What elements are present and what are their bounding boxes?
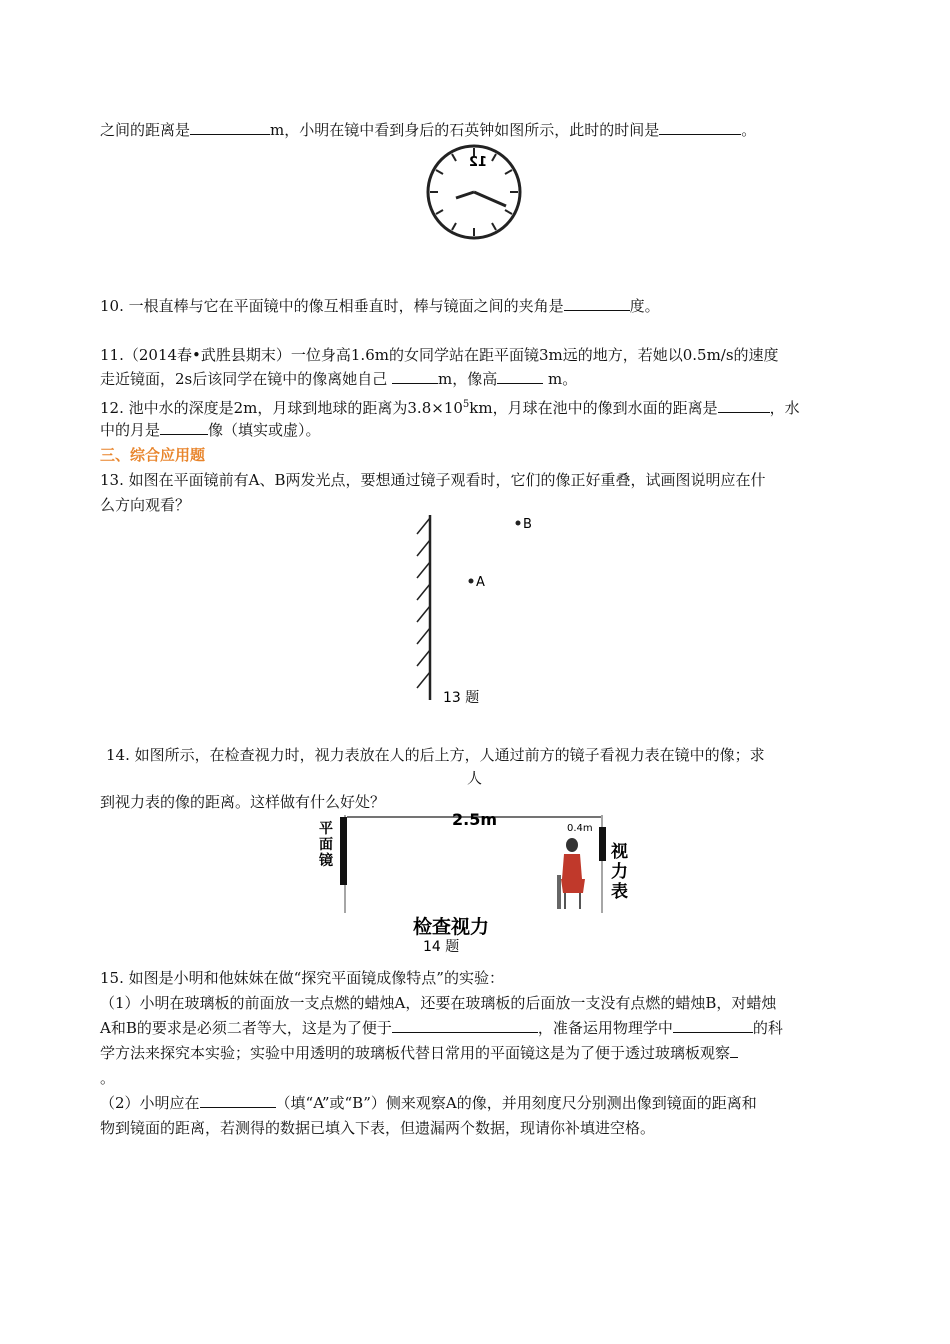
mirror-hatching <box>417 518 430 688</box>
q15-blank3[interactable] <box>730 1043 738 1058</box>
point-b-label: B <box>523 517 532 532</box>
eye-chart-bar <box>599 827 606 861</box>
q12-line2 <box>100 420 321 440</box>
q12-blank1[interactable] <box>718 398 770 413</box>
q12-line1 <box>100 395 800 418</box>
q15-line5: 。 <box>100 1069 116 1087</box>
q11-line2 <box>100 369 577 389</box>
q15-text3: 的科 <box>752 1019 783 1037</box>
q12-text1: 12. 池中水的深度是2m，月球到地球的距离为3.8×10 <box>100 399 463 417</box>
q15-line1: 15. 如图是小明和他妹妹在做“探究平面镜成像特点”的实验： <box>100 969 504 987</box>
q12-text4: 中的月是 <box>100 421 161 439</box>
q12-text2: km，月球在池中的像到水面的距离是 <box>469 399 718 417</box>
q11-line1: 11.（2014春•武胜县期末）一位身高1.6m的女同学站在距平面镜3m远的地方，若她以0.5m/s的速度 <box>100 346 779 364</box>
clock-label: 12 <box>468 155 488 170</box>
chart-label-2: 力 <box>611 862 628 882</box>
q15-line2: （1）小明在玻璃板的前面放一支点燃的蜡烛A，还要在玻璃板的后面放一支没有点燃的蜡烛B，对蜡烛 <box>100 994 777 1012</box>
q10-text1: 10. 一根直棒与它在平面镜中的像互相垂直时，棒与镜面之间的夹角是 <box>100 297 564 315</box>
q15-blank1[interactable] <box>392 1018 538 1033</box>
q15-line3 <box>100 1018 783 1038</box>
q9-line <box>100 120 756 140</box>
q15-blank2[interactable] <box>673 1018 753 1033</box>
q9-text1: 之间的距离是 <box>100 121 191 139</box>
distance-label: 2.5m <box>452 810 498 829</box>
q14-line1: 14. 如图所示，在检查视力时，视力表放在人的后上方，人通过前方的镜子看视力表在镜中的像；求 <box>106 746 765 764</box>
q9-text3: 。 <box>741 121 757 139</box>
point-a-dot <box>469 579 474 584</box>
q9-blank1[interactable] <box>190 120 270 135</box>
q12-text3: ，水 <box>769 399 800 417</box>
mirrored-clock-figure <box>420 140 528 244</box>
seated-person <box>557 838 585 909</box>
point-b-dot <box>516 521 521 526</box>
q9-text2: m，小明在镜中看到身后的石英钟如图所示，此时的时间是 <box>270 121 660 139</box>
q13-caption: 13 题 <box>443 690 480 706</box>
q15-text1: A和B的要求是必须二者等大，这是为了便于 <box>100 1019 392 1037</box>
mirror-label-3: 镜 <box>319 853 333 869</box>
q11-text3: m。 <box>543 370 578 388</box>
q15-line7: 物到镜面的距离，若测得的数据已填入下表，但遗漏两个数据，现请你补填进空格。 <box>100 1119 656 1137</box>
q15-text6: （填“A”或“B”）侧来观察A的像，并用刻度尺分别测出像到镜面的距离和 <box>275 1094 757 1112</box>
figure-title: 检查视力 <box>413 916 490 938</box>
q15-blank4[interactable] <box>200 1093 276 1108</box>
q13-line1: 13. 如图在平面镜前有A、B两发光点，要想通过镜子观看时，它们的像正好重叠，试画图说明应在什 <box>100 471 766 489</box>
q10-blank[interactable] <box>564 296 630 311</box>
q12-blank2[interactable] <box>160 420 208 435</box>
mirror-label-1: 平 <box>319 821 333 837</box>
q13-line2: 么方向观看？ <box>100 496 191 514</box>
q14-line2: 到视力表的像的距离。这样做有什么好处？ <box>100 793 386 811</box>
q14-caption: 14 题 <box>423 939 460 955</box>
mirror-points-figure <box>405 510 545 710</box>
point-a-label: A <box>476 575 485 590</box>
q11-blank2[interactable] <box>497 369 543 384</box>
q15-text2: ，准备运用物理学中 <box>537 1019 673 1037</box>
mirror-label-2: 面 <box>319 837 333 853</box>
q14-line1b: 人 <box>467 769 483 787</box>
section-heading: 三、综合应用题 <box>100 446 206 464</box>
q11-text1: 走近镜面，2s后该同学在镜中的像离她自己 <box>100 370 393 388</box>
q12-exponent: 5 <box>462 399 470 410</box>
mirror-bar <box>340 817 347 885</box>
offset-label: 0.4m <box>567 823 593 834</box>
q10-text2: 度。 <box>629 297 660 315</box>
q15-line6 <box>100 1093 757 1113</box>
q10-line <box>100 296 660 316</box>
q11-blank1[interactable] <box>392 369 438 384</box>
chart-label-3: 表 <box>611 882 628 902</box>
q12-text5: 像（填实或虚）。 <box>208 421 321 439</box>
chart-label-1: 视 <box>611 842 628 862</box>
q15-text5: （2）小明应在 <box>100 1094 200 1112</box>
q11-text2: m，像高 <box>438 370 498 388</box>
q15-text4: 学方法来探究本实验；实验中用透明的玻璃板代替日常用的平面镜这是为了便于透过玻璃板观察 <box>100 1044 731 1062</box>
q9-blank2[interactable] <box>659 120 741 135</box>
eye-test-figure <box>315 805 645 955</box>
q15-line4 <box>100 1043 738 1063</box>
